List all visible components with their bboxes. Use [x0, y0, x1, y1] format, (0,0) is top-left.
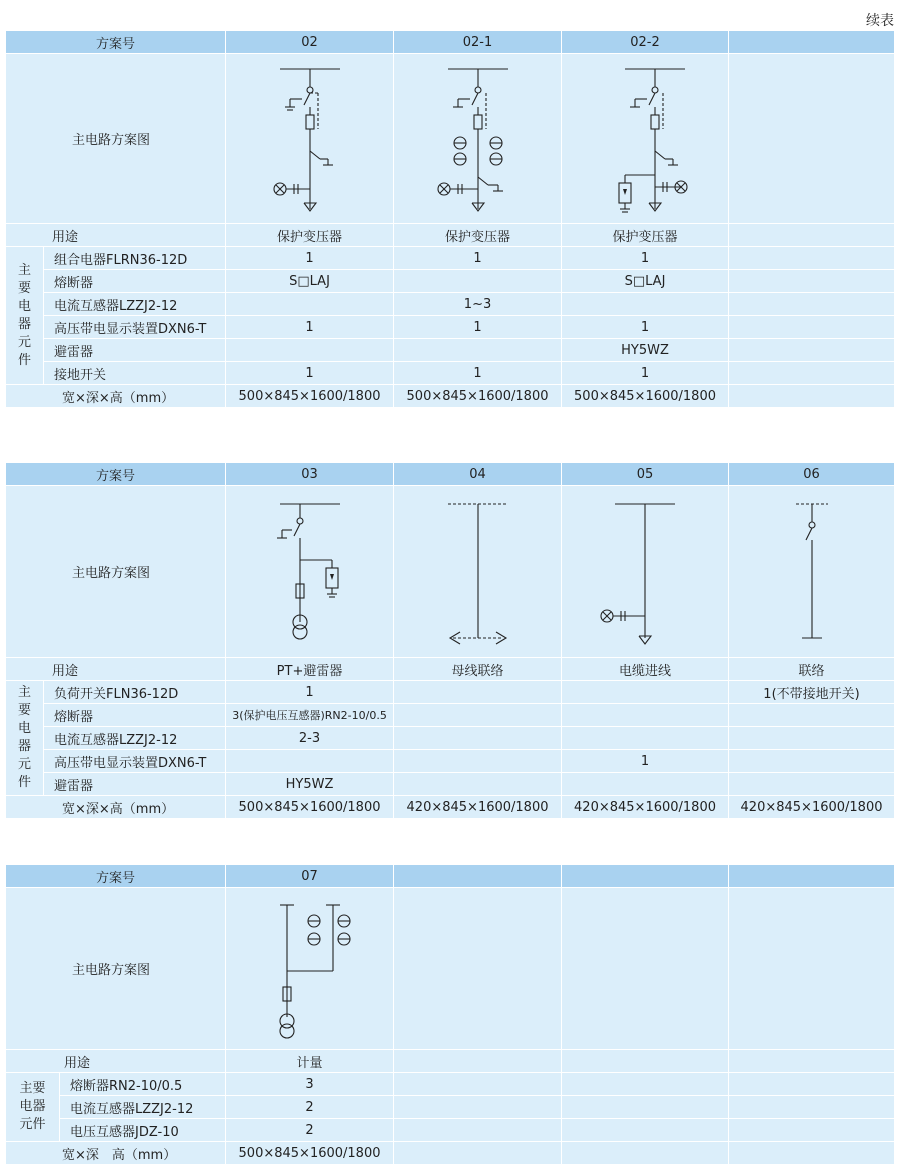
scheme-table-3: [5, 864, 895, 1165]
component-name: 熔断器: [44, 270, 226, 293]
component-value: [562, 1096, 729, 1119]
component-value: [729, 1096, 895, 1119]
circuit-diagram: [226, 54, 394, 224]
component-row: [6, 1119, 895, 1142]
dims-value: [394, 1142, 562, 1165]
component-value: [226, 750, 394, 773]
empty-diagram-cell: [562, 888, 729, 1050]
usage-row: [6, 224, 895, 247]
dims-row: [6, 796, 895, 819]
component-value: 1: [226, 316, 394, 339]
circuit-diagram: [729, 486, 895, 658]
component-value: [226, 339, 394, 362]
header-row: [6, 31, 895, 54]
component-row: [6, 773, 895, 796]
diagram-label: 主电路方案图: [6, 486, 226, 658]
continued-note: 续表: [866, 13, 894, 29]
scheme-id: [394, 865, 562, 888]
component-name: 电流互感器LZZJ2-12: [44, 293, 226, 316]
component-value: S□LAJ: [562, 270, 729, 293]
component-value: 3: [226, 1073, 394, 1096]
dims-value: 420×845×1600/1800: [394, 796, 562, 819]
component-value: [729, 1119, 895, 1142]
component-row: [6, 362, 895, 385]
dims-value: 500×845×1600/1800: [394, 385, 562, 408]
component-name: 高压带电显示装置DXN6-T: [44, 316, 226, 339]
component-row: [6, 339, 895, 362]
scheme-id: 03: [226, 463, 394, 486]
component-value: [562, 704, 729, 727]
scheme-table-1: [5, 30, 895, 408]
component-value: [729, 339, 895, 362]
usage-row: [6, 1050, 895, 1073]
empty-diagram-cell: [729, 54, 895, 224]
component-value: [729, 773, 895, 796]
component-value: [562, 293, 729, 316]
component-row: [6, 750, 895, 773]
circuit-diagram: [562, 54, 729, 224]
usage-value: PT+避雷器: [226, 658, 394, 681]
component-name: 电流互感器LZZJ2-12: [44, 727, 226, 750]
component-value: [729, 247, 895, 270]
scheme-label: 方案号: [6, 463, 226, 486]
scheme-id: [729, 865, 895, 888]
component-value: 1: [562, 750, 729, 773]
circuit-diagram: [394, 54, 562, 224]
usage-value: 电缆进线: [562, 658, 729, 681]
header-row: [6, 865, 895, 888]
diagram-label: 主电路方案图: [6, 54, 226, 224]
component-value: [394, 773, 562, 796]
usage-value: 母线联络: [394, 658, 562, 681]
component-value: 1: [226, 681, 394, 704]
circuit-diagram-07: [260, 891, 360, 1047]
component-value: 2: [226, 1119, 394, 1142]
component-value: [562, 1119, 729, 1142]
circuit-diagram: [226, 486, 394, 658]
circuit-diagram-04: [428, 492, 528, 652]
component-value: [226, 293, 394, 316]
component-name: 高压带电显示装置DXN6-T: [44, 750, 226, 773]
component-value: 1: [394, 247, 562, 270]
dims-value: 420×845×1600/1800: [729, 796, 895, 819]
component-value: [562, 681, 729, 704]
circuit-diagram-06: [762, 492, 862, 652]
component-value: HY5WZ: [226, 773, 394, 796]
dims-value: [562, 1142, 729, 1165]
usage-value: 联络: [729, 658, 895, 681]
empty-diagram-cell: [394, 888, 562, 1050]
component-value: [394, 1073, 562, 1096]
component-name: 组合电器FLRN36-12D: [44, 247, 226, 270]
circuit-diagram-02-1: [428, 59, 528, 219]
dims-value: 420×845×1600/1800: [562, 796, 729, 819]
component-row: [6, 316, 895, 339]
component-value: [394, 1119, 562, 1142]
component-name: 避雷器: [44, 773, 226, 796]
usage-value: 保护变压器: [562, 224, 729, 247]
usage-label: 用途: [6, 658, 226, 681]
dims-label: 宽×深×高（mm）: [6, 796, 226, 819]
component-value: [394, 704, 562, 727]
component-value: [394, 1096, 562, 1119]
component-value: 1: [562, 362, 729, 385]
dims-value: 500×845×1600/1800: [226, 1142, 394, 1165]
component-value: 2-3: [226, 727, 394, 750]
scheme-id: 06: [729, 463, 895, 486]
component-row: [6, 727, 895, 750]
dims-value: 500×845×1600/1800: [562, 385, 729, 408]
component-row: [6, 293, 895, 316]
scheme-id: 04: [394, 463, 562, 486]
component-value: [729, 704, 895, 727]
component-value: 1: [562, 316, 729, 339]
component-value: 1: [226, 247, 394, 270]
usage-label: 用途: [6, 1050, 226, 1073]
scheme-label: 方案号: [6, 865, 226, 888]
component-group-label: 主要电器元件: [6, 247, 44, 385]
scheme-id: 05: [562, 463, 729, 486]
circuit-diagram-02-2: [595, 59, 695, 219]
scheme-id: 07: [226, 865, 394, 888]
dims-value: [729, 385, 895, 408]
dims-label: 宽×深 高（mm）: [6, 1142, 226, 1165]
component-name: 接地开关: [44, 362, 226, 385]
usage-value: 计量: [226, 1050, 394, 1073]
dims-label: 宽×深×高（mm）: [6, 385, 226, 408]
usage-value: [394, 1050, 562, 1073]
component-value: [729, 293, 895, 316]
component-value: 1: [394, 316, 562, 339]
component-row: [6, 270, 895, 293]
component-value: HY5WZ: [562, 339, 729, 362]
scheme-table-2: [5, 462, 895, 819]
component-row: [6, 704, 895, 727]
component-value: [729, 362, 895, 385]
circuit-diagram: [394, 486, 562, 658]
component-name: 电流互感器LZZJ2-12: [60, 1096, 226, 1119]
component-name: 电压互感器JDZ-10: [60, 1119, 226, 1142]
circuit-diagram-02: [260, 59, 360, 219]
scheme-id: 02-2: [562, 31, 729, 54]
component-value: [729, 270, 895, 293]
component-value: S□LAJ: [226, 270, 394, 293]
component-value: [394, 727, 562, 750]
component-value: [729, 1073, 895, 1096]
component-value: 2: [226, 1096, 394, 1119]
diagram-label: 主电路方案图: [6, 888, 226, 1050]
empty-diagram-cell: [729, 888, 895, 1050]
component-value: [562, 773, 729, 796]
diagram-row: [6, 54, 895, 224]
component-value: [729, 750, 895, 773]
dims-row: [6, 1142, 895, 1165]
component-value: 1: [226, 362, 394, 385]
component-value: 1: [562, 247, 729, 270]
dims-value: [729, 1142, 895, 1165]
circuit-diagram: [226, 888, 394, 1050]
component-value: 1: [394, 362, 562, 385]
scheme-id: 02: [226, 31, 394, 54]
component-value: 1(不带接地开关): [729, 681, 895, 704]
component-row: [6, 247, 895, 270]
usage-label: 用途: [6, 224, 226, 247]
usage-value: 保护变压器: [394, 224, 562, 247]
component-value: [394, 339, 562, 362]
component-value: [729, 727, 895, 750]
component-name: 负荷开关FLN36-12D: [44, 681, 226, 704]
scheme-id: [562, 865, 729, 888]
dims-row: [6, 385, 895, 408]
usage-value: [729, 1050, 895, 1073]
component-value: [562, 727, 729, 750]
component-name: 熔断器RN2-10/0.5: [60, 1073, 226, 1096]
component-value: [394, 270, 562, 293]
component-value: [562, 1073, 729, 1096]
scheme-id: 02-1: [394, 31, 562, 54]
diagram-row: [6, 486, 895, 658]
component-value: 1~3: [394, 293, 562, 316]
component-value: 3(保护电压互感器)RN2-10/0.5: [226, 704, 394, 727]
dims-value: 500×845×1600/1800: [226, 796, 394, 819]
header-row: [6, 463, 895, 486]
component-row: [6, 1073, 895, 1096]
usage-value: 保护变压器: [226, 224, 394, 247]
dims-value: 500×845×1600/1800: [226, 385, 394, 408]
component-value: [394, 681, 562, 704]
component-value: [394, 750, 562, 773]
usage-value: [562, 1050, 729, 1073]
component-row: [6, 1096, 895, 1119]
circuit-diagram-05: [595, 492, 695, 652]
scheme-id: [729, 31, 895, 54]
circuit-diagram-03: [260, 492, 360, 652]
usage-value: [729, 224, 895, 247]
component-name: 避雷器: [44, 339, 226, 362]
component-group-label: 主要电器元件: [6, 1073, 60, 1142]
component-name: 熔断器: [44, 704, 226, 727]
scheme-label: 方案号: [6, 31, 226, 54]
component-row: [6, 681, 895, 704]
usage-row: [6, 658, 895, 681]
component-value: [729, 316, 895, 339]
diagram-row: [6, 888, 895, 1050]
circuit-diagram: [562, 486, 729, 658]
component-group-label: 主要电器元件: [6, 681, 44, 796]
